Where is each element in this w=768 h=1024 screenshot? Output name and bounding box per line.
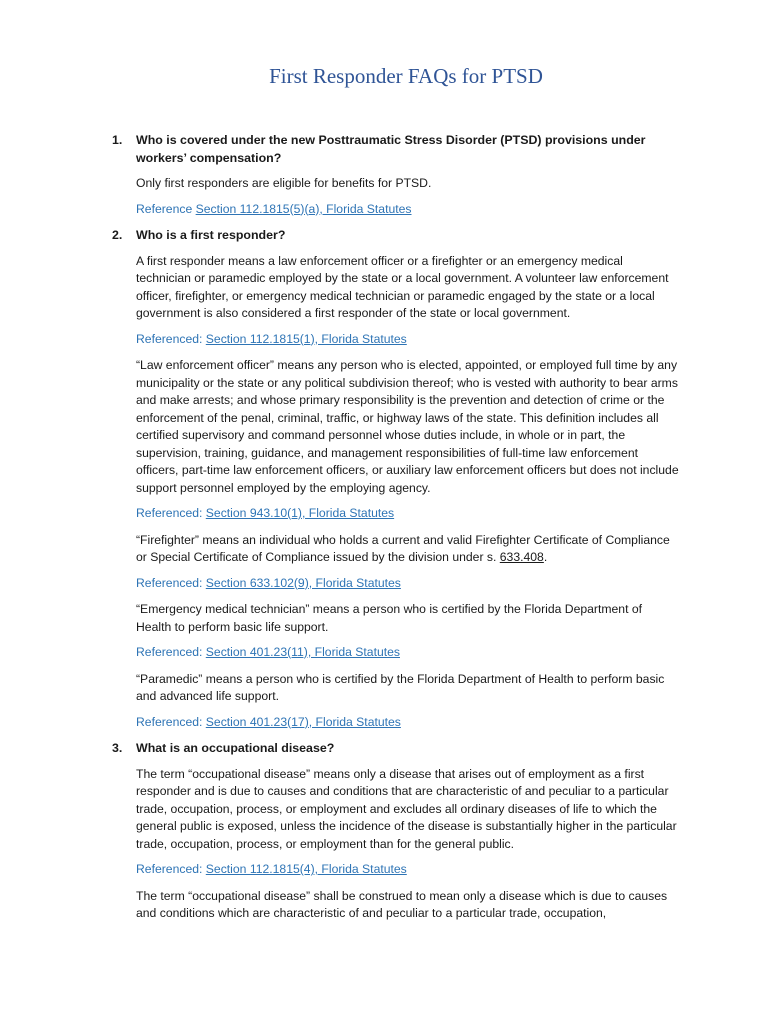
- answer-paragraph: The term “occupational disease” means only a disease that arises out of employment as a first responder and is due to causes and conditions that are characteristic of and peculiar to a particular trade, occupation, process, or employment and excludes all ordinary diseases of life to which the general public is exposed, unless the incidence of the disease is substantially higher in the particular trade, occupation, process, or employment than for the general public.: [136, 766, 677, 851]
- answer-paragraph-continued: The term “occupational disease” shall be construed to mean only a disease which is due to causes and conditions which are characteristic of and peculiar to a particular trade, occupation,: [136, 888, 668, 920]
- faq-item-2: [112, 227, 680, 731]
- reference-line: [136, 714, 680, 732]
- statute-link[interactable]: Section 112.1815(1), Florida Statutes: [205, 331, 407, 346]
- reference-line: [136, 575, 680, 593]
- statute-link[interactable]: Section 112.1815(4), Florida Statutes: [205, 862, 407, 876]
- statute-link[interactable]: Section 112.1815(5)(a), Florida Statutes: [195, 201, 412, 216]
- definition-text: “Firefighter” means an individual who holds a current and valid Firefighter Certificate of Compliance or Special Certificate of Compliance issued by the division under s.: [136, 532, 670, 564]
- answer-paragraph: Only first responders are eligible for benefits for PTSD.: [136, 176, 432, 190]
- reference-line: [136, 644, 680, 662]
- reference-prefix: Reference: [136, 201, 196, 216]
- definition-paramedic: “Paramedic” means a person who is certified by the Florida Department of Health to perform basic and advanced life support.: [136, 671, 665, 703]
- question-3: [112, 740, 680, 758]
- question-text: Who is covered under the new Posttraumatic Stress Disorder (PTSD) provisions under workers’ compensation?: [136, 133, 646, 165]
- reference-line: [136, 505, 680, 523]
- faq-item-3: [112, 740, 680, 923]
- faq-item-1: [112, 132, 680, 218]
- reference-prefix: Referenced:: [136, 575, 206, 590]
- definition-text-end: .: [543, 550, 548, 564]
- statute-inline-link[interactable]: 633.408: [499, 550, 544, 564]
- reference-line: [136, 861, 680, 879]
- question-number: 3.: [112, 741, 123, 755]
- reference-prefix: Referenced:: [136, 645, 206, 659]
- statute-link[interactable]: Section 943.10(1), Florida Statutes: [205, 506, 395, 520]
- question-number: 2.: [112, 228, 123, 242]
- reference-prefix: Referenced:: [136, 862, 206, 876]
- reference-prefix: Referenced:: [136, 331, 206, 346]
- definition-firefighter: [136, 532, 680, 567]
- question-text: What is an occupational disease?: [136, 741, 335, 755]
- reference-prefix: Referenced:: [136, 714, 206, 729]
- document-title: First Responder FAQs for PTSD: [269, 64, 543, 88]
- reference-line: [136, 201, 680, 219]
- definition-law-enforcement-officer: “Law enforcement officer” means any person who is elected, appointed, or employed full time by any municipality or the state or any political subdivision thereof; who is vested with authority to bear arms and make arrests; and whose primary responsibility is the prevention and detection of crime or the enforcement of the penal, criminal, traffic, or highway laws of the state. This definition includes all certified supervisory and command personnel whose duties include, in whole or in part, the supervision, training, guidance, and management responsibilities of full-time law enforcement officers, part-time law enforcement officers, or auxiliary law enforcement officers but does not include support personnel employed by the employing agency.: [136, 358, 679, 495]
- answer-paragraph: A first responder means a law enforcement officer or a firefighter or an emergency medical technician or paramedic employed by the state or a local government. A volunteer law enforcement officer, firefighter, or emergency medical technician or paramedic engaged by the state or a local government is also considered a first responder of the state or local government.: [136, 253, 669, 320]
- statute-link[interactable]: Section 401.23(11), Florida Statutes: [205, 645, 400, 659]
- question-1: [112, 132, 680, 167]
- question-text: Who is a first responder?: [136, 228, 286, 242]
- definition-emt: “Emergency medical technician” means a person who is certified by the Florida Department of Health to perform basic life support.: [136, 602, 643, 634]
- statute-link[interactable]: Section 401.23(17), Florida Statutes: [205, 714, 401, 729]
- reference-prefix: Referenced:: [136, 506, 206, 520]
- reference-line: [136, 331, 680, 349]
- question-number: 1.: [112, 133, 123, 147]
- statute-link[interactable]: Section 633.102(9), Florida Statutes: [205, 575, 401, 590]
- question-2: [112, 227, 680, 245]
